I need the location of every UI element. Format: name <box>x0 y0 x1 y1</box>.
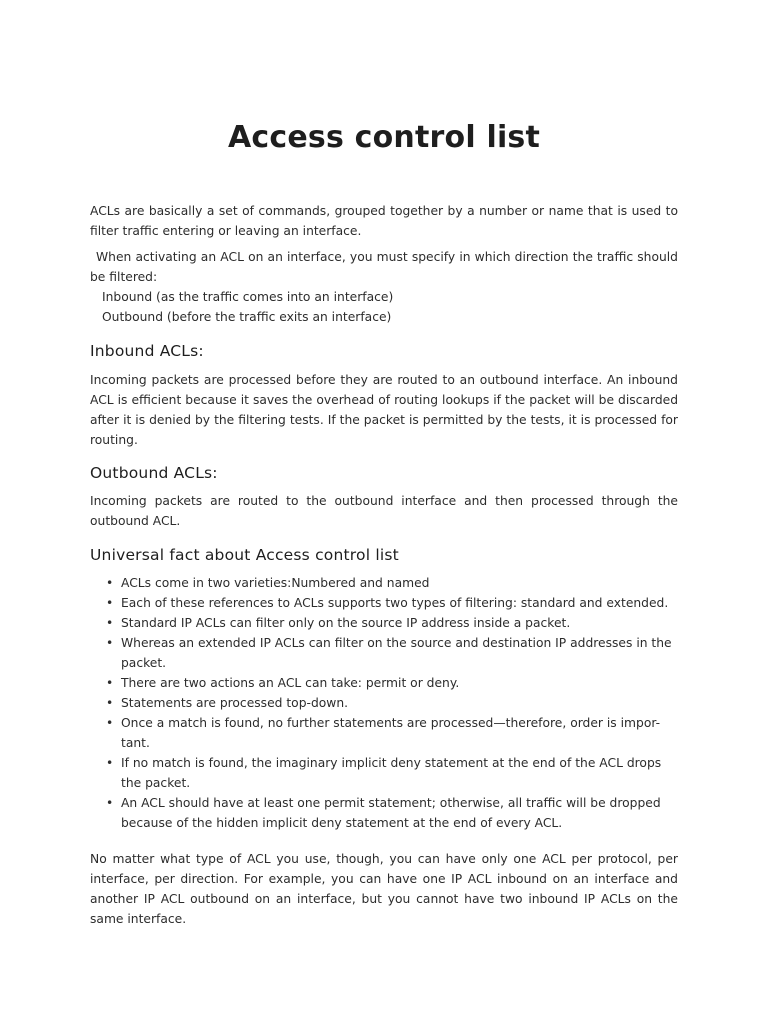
inbound-acls-heading-block <box>90 342 678 360</box>
list-item-text: Standard IP ACLs can filter only on the source IP address inside a packet. <box>121 616 571 630</box>
list-item <box>90 573 678 593</box>
list-item-text: Once a match is found, no further statements are processed—therefore, order is impor-tant. <box>121 716 661 750</box>
closing-section <box>90 849 678 929</box>
bullet-icon: • <box>106 716 114 730</box>
bullet-icon: • <box>106 636 114 650</box>
bullet-icon: • <box>106 696 114 710</box>
list-item-text: An ACL should have at least one permit statement; otherwise, all traffic will be dropped because of the hidden implicit deny statement at the end of every ACL. <box>121 796 661 830</box>
outbound-direction-line: Outbound (before the traffic exits an interface) <box>102 310 392 324</box>
direction-section <box>90 247 678 327</box>
facts-heading: Universal fact about Access control list <box>90 546 399 564</box>
list-item-text: ACLs come in two varieties:Numbered and named <box>121 576 430 590</box>
list-item-text: Statements are processed top-down. <box>121 696 349 710</box>
list-item <box>90 613 678 633</box>
direction-paragraph: When activating an ACL on an interface, you must specify in which direction the traffic should be filtered: <box>90 250 678 284</box>
closing-paragraph: No matter what type of ACL you use, though, you can have only one ACL per protocol, per interface, per direction. For example, you can have one IP ACL inbound on an interface and another IP ACL outbound on an interface, but you cannot have two inbound IP ACLs on the same interface. <box>90 852 678 926</box>
list-item-text: If no match is found, the imaginary implicit deny statement at the end of the ACL drops the packet. <box>121 756 662 790</box>
list-item <box>90 713 678 753</box>
page-title: Access control list <box>227 120 541 155</box>
bullet-icon: • <box>106 576 114 590</box>
inbound-direction-line: Inbound (as the traffic comes into an interface) <box>102 290 394 304</box>
facts-section <box>90 573 678 833</box>
outbound-acls-heading-block <box>90 464 678 482</box>
list-item <box>90 793 678 833</box>
outbound-acls-heading: Outbound ACLs: <box>90 464 218 482</box>
inbound-acls-heading: Inbound ACLs: <box>90 342 204 360</box>
list-item <box>90 593 678 613</box>
list-item <box>90 753 678 793</box>
inbound-acls-section <box>90 370 678 450</box>
list-item-text: Each of these references to ACLs supports two types of filtering: standard and extended. <box>121 596 669 610</box>
bullet-icon: • <box>106 796 114 810</box>
intro-paragraph: ACLs are basically a set of commands, grouped together by a number or name that is used to filter traffic entering or leaving an interface. <box>90 204 678 238</box>
bullet-icon: • <box>106 596 114 610</box>
outbound-acls-paragraph: Incoming packets are routed to the outbound interface and then processed through the outbound ACL. <box>90 494 678 528</box>
list-item <box>90 693 678 713</box>
list-item-text: There are two actions an ACL can take: permit or deny. <box>121 676 460 690</box>
bullet-icon: • <box>106 676 114 690</box>
list-item <box>90 673 678 693</box>
facts-list <box>90 573 678 833</box>
bullet-icon: • <box>106 756 114 770</box>
bullet-icon: • <box>106 616 114 630</box>
outbound-acls-section <box>90 491 678 531</box>
list-item-text: Whereas an extended IP ACLs can filter on the source and destination IP addresses in the packet. <box>121 636 672 670</box>
intro-section <box>90 201 678 241</box>
list-item <box>90 633 678 673</box>
facts-heading-block <box>90 546 678 564</box>
inbound-acls-paragraph: Incoming packets are processed before they are routed to an outbound interface. An inbound ACL is efficient because it saves the overhead of routing lookups if the packet will be discarded after it is denied by the filtering tests. If the packet is permitted by the tests, it is processed for routing. <box>90 373 678 447</box>
